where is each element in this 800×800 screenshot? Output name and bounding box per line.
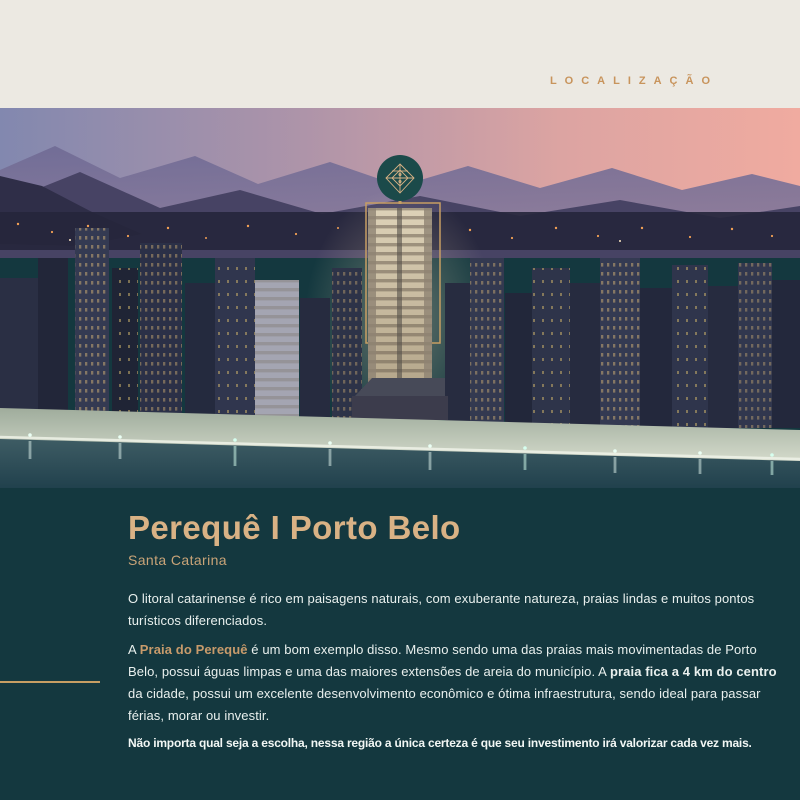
page-subtitle: Santa Catarina — [128, 552, 227, 568]
top-band — [0, 0, 800, 108]
p2-highlight: Praia do Perequê — [139, 642, 248, 657]
paragraph-main — [128, 639, 788, 727]
gold-accent-line — [0, 681, 100, 683]
section-label: LOCALIZAÇÃO — [549, 75, 718, 87]
paragraph-closing: Não importa qual seja a escolha, nessa região a única certeza é que seu investimento irá valorizar cada vez mais. — [128, 736, 752, 750]
p2-tail: da cidade, possui um excelente desenvolvimento econômico e ótima infraestrutura, sendo ideal para passar férias, morar ou investir. — [128, 686, 761, 723]
p2-mid: é um bom exemplo disso. Mesmo sendo uma das praias mais movimentadas de Porto Belo, possui águas limpas e uma das maiores extensões de areia do município. A — [128, 642, 757, 679]
paragraph-intro: O litoral catarinense é rico em paisagens naturais, com exuberante natureza, praias lindas e muitos pontos turísticos diferenciados. — [128, 591, 755, 628]
p2-bold: praia fica a 4 km do centro — [609, 664, 777, 679]
hero-photo-illustration — [0, 108, 800, 488]
page-title: Perequê I Porto Belo — [128, 509, 461, 546]
p2-lead: A — [128, 642, 140, 657]
hero-photo — [0, 108, 800, 488]
